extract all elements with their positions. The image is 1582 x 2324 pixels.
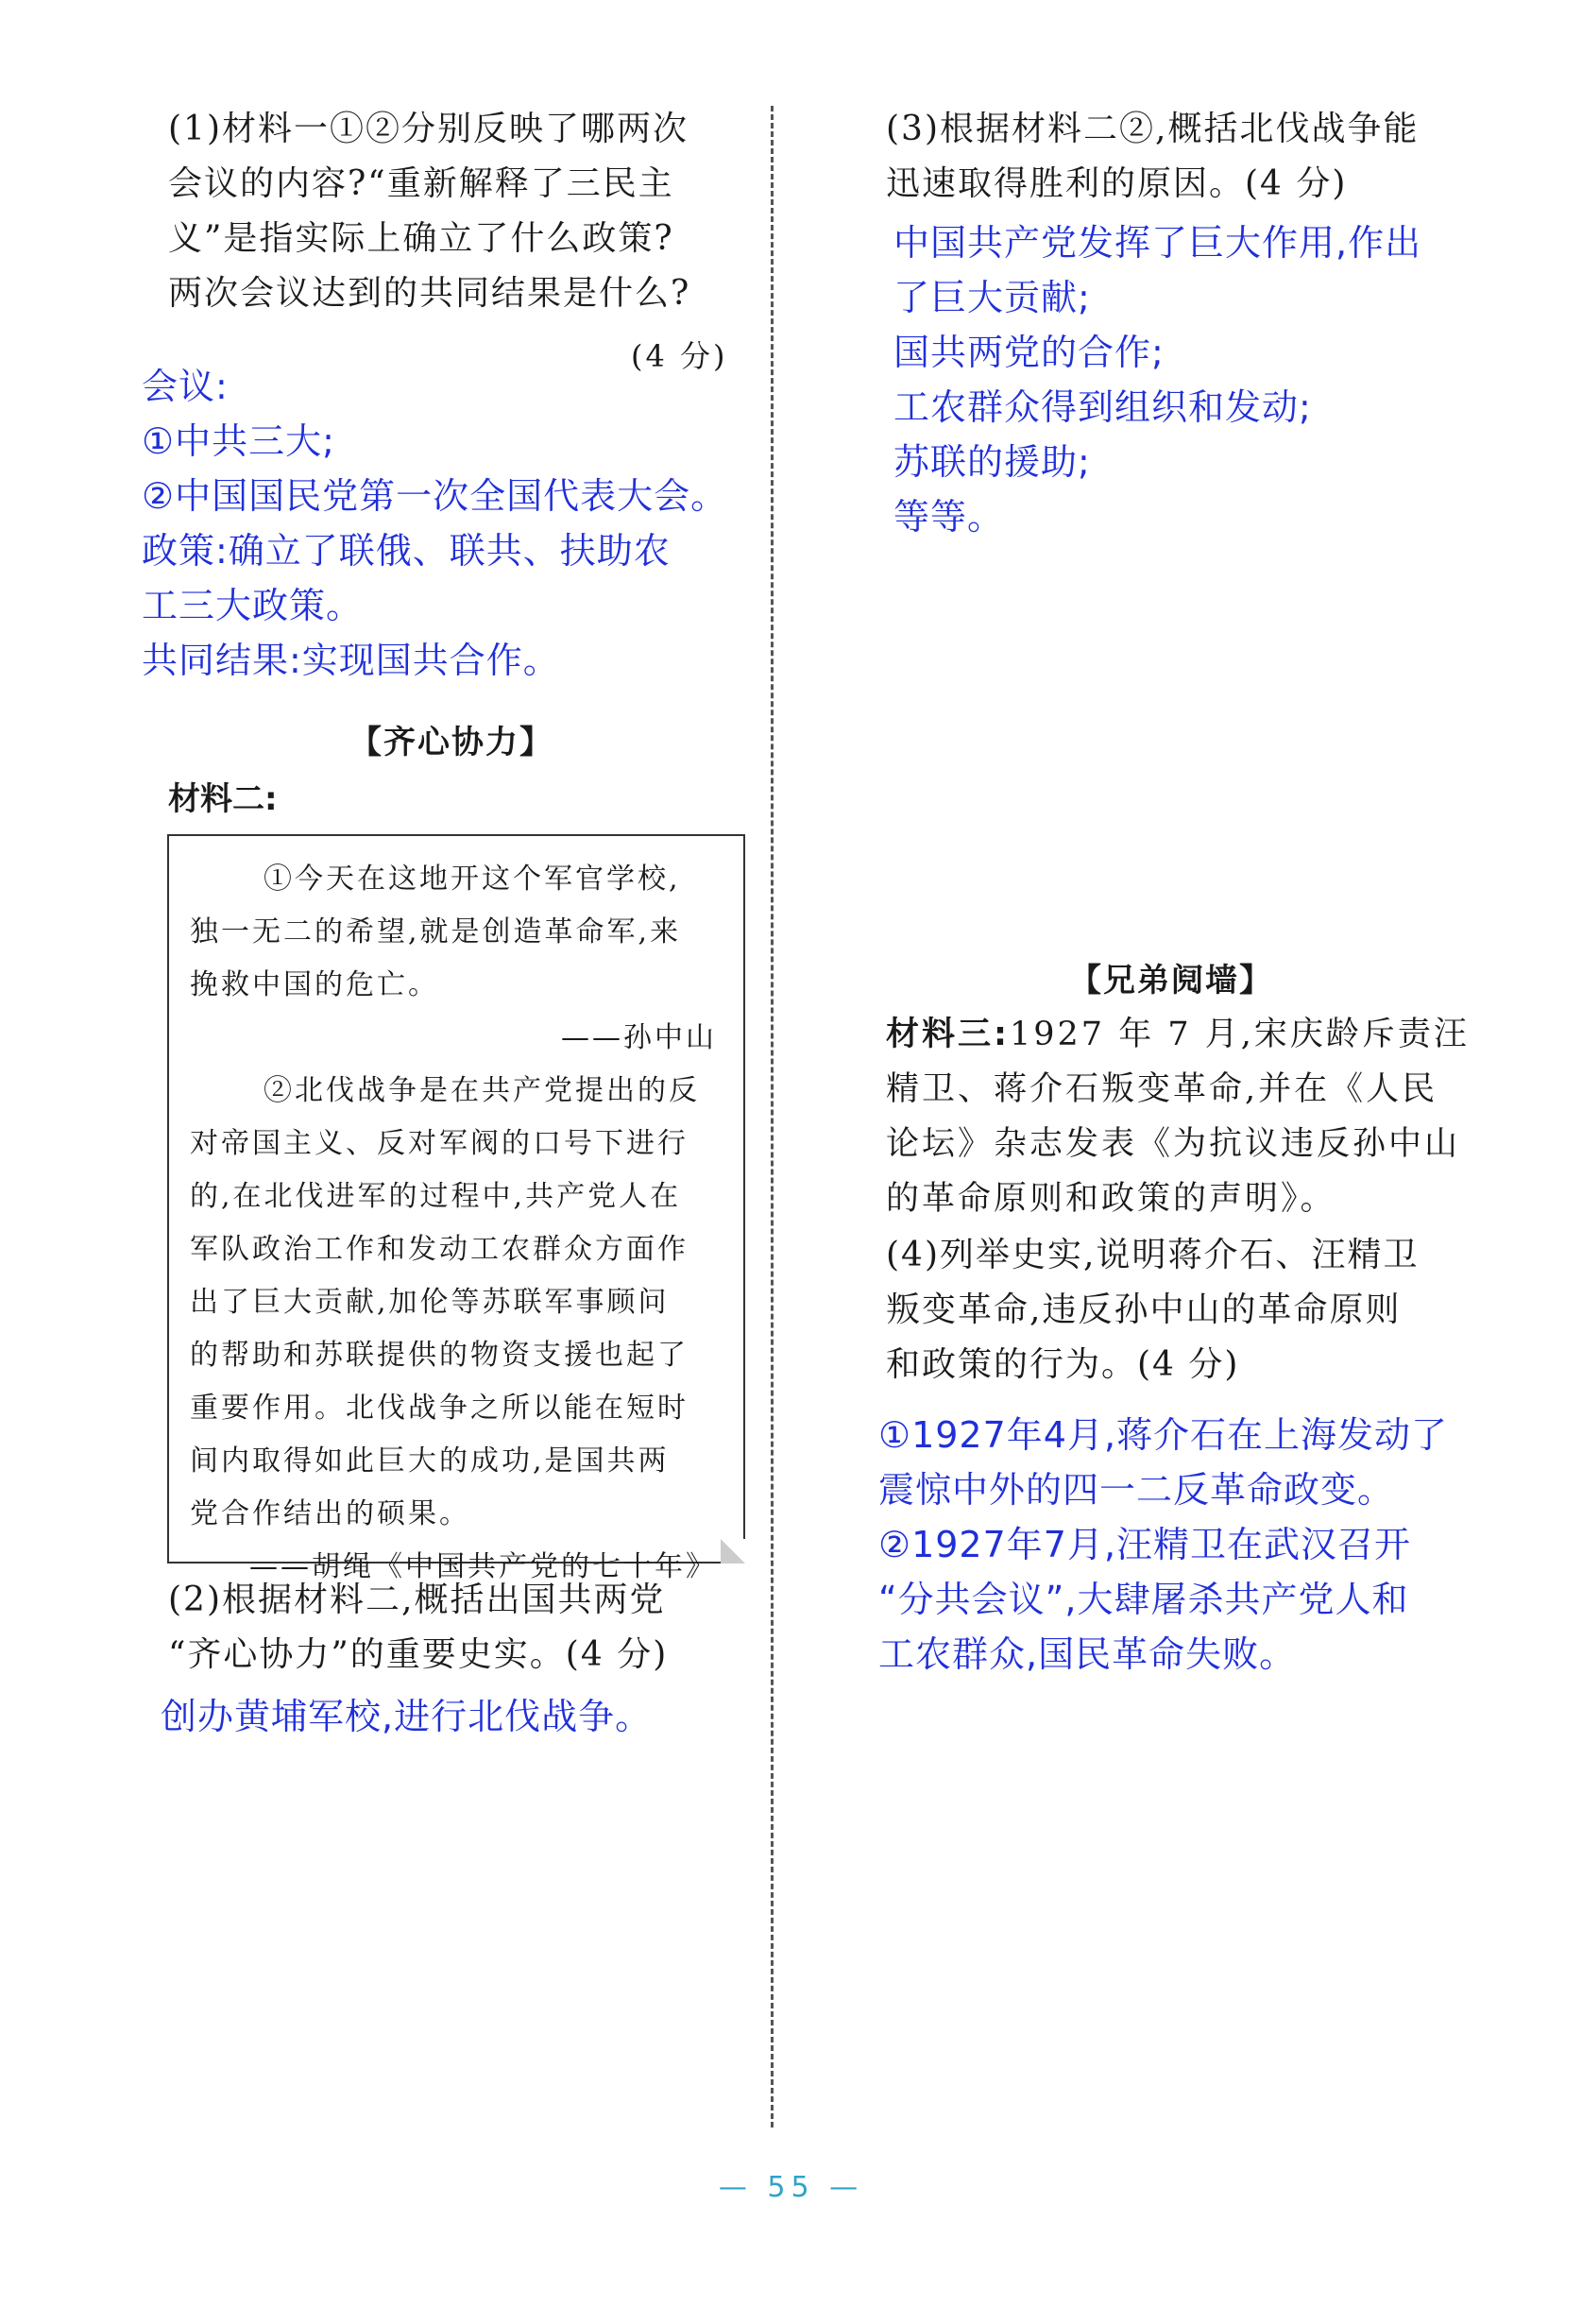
column-divider bbox=[771, 106, 774, 2127]
question-1-score: (4 分) bbox=[631, 338, 728, 374]
answer-1-line: 工三大政策。 bbox=[142, 585, 364, 626]
question-1-line: (1)材料一①②分别反映了哪两次 bbox=[168, 110, 689, 148]
quote-1-attribution: ——孙中山 bbox=[561, 1021, 717, 1054]
answer-1-line: ②中国国民党第一次全国代表大会。 bbox=[142, 475, 728, 517]
quote-2-line: 对帝国主义、反对军阀的口号下进行 bbox=[190, 1127, 689, 1160]
question-3-line: (3)根据材料二②,概括北伐战争能 bbox=[886, 110, 1420, 148]
quote-2-attribution: ——胡绳《中国共产党的七十年》 bbox=[249, 1550, 717, 1583]
question-1-line: 义”是指实际上确立了什么政策? bbox=[168, 219, 674, 258]
question-3 bbox=[886, 102, 1490, 212]
quote-2-line: 军队政治工作和发动工农群众方面作 bbox=[190, 1233, 689, 1266]
page-number: — 55 — bbox=[718, 2171, 864, 2204]
material-3-label: 材料三: bbox=[886, 1016, 1010, 1053]
quote-1-line: ①今天在这地开这个军官学校, bbox=[264, 863, 681, 896]
answer-3-line: 苏联的援助; bbox=[893, 441, 1091, 483]
question-4-line: 叛变革命,违反孙中山的革命原则 bbox=[886, 1290, 1402, 1329]
answer-4-line: ②1927年7月,汪精卫在武汉召开 bbox=[878, 1524, 1412, 1565]
answer-3-line: 工农群众得到组织和发动; bbox=[893, 386, 1312, 428]
answer-4 bbox=[878, 1408, 1488, 1682]
question-1-line: 会议的内容?“重新解释了三民主 bbox=[168, 164, 674, 203]
answer-4-line: “分共会议”,大肆屠杀共产党人和 bbox=[878, 1579, 1409, 1620]
answer-4-line: ①1927年4月,蒋介石在上海发动了 bbox=[878, 1414, 1449, 1456]
answer-1-line: 会议: bbox=[142, 366, 229, 407]
question-2 bbox=[168, 1573, 763, 1683]
answer-4-line: 工农群众,国民革命失败。 bbox=[878, 1633, 1297, 1675]
answer-3-line: 等等。 bbox=[893, 496, 1005, 538]
material-3-text: 1927 年 7 月,宋庆龄斥责汪 bbox=[1010, 1016, 1470, 1053]
material-3-line: 精卫、蒋介石叛变革命,并在《人民 bbox=[886, 1070, 1438, 1108]
quote-2-line: 的帮助和苏联提供的物资支援也起了 bbox=[190, 1339, 689, 1372]
answer-3 bbox=[893, 215, 1488, 544]
material-3-line: 论坛》杂志发表《为抗议违反孙中山 bbox=[886, 1125, 1461, 1163]
answer-2-line: 创办黄埔军校,进行北伐战争。 bbox=[161, 1696, 653, 1737]
page-fold-decoration bbox=[721, 1539, 745, 1564]
answer-1-line: ①中共三大; bbox=[142, 420, 335, 462]
answer-1 bbox=[142, 359, 765, 688]
section-title-qixinxieli: 【齐心协力】 bbox=[349, 724, 553, 761]
answer-1-line: 政策:确立了联俄、联共、扶助农 bbox=[142, 530, 671, 572]
answer-4-line: 震惊中外的四一二反革命政变。 bbox=[878, 1469, 1395, 1511]
question-4-line: (4)列举史实,说明蒋介石、汪精卫 bbox=[886, 1236, 1420, 1274]
quote-1-line: 独一无二的希望,就是创造革命军,来 bbox=[190, 915, 682, 948]
quote-2-line: 出了巨大贡献,加伦等苏联军事顾问 bbox=[190, 1286, 670, 1319]
question-2-line: “齐心协力”的重要史实。(4 分) bbox=[168, 1635, 669, 1674]
material-3 bbox=[886, 1007, 1490, 1226]
quote-2-line: 重要作用。北伐战争之所以能在短时 bbox=[190, 1392, 689, 1425]
material-2-label: 材料二: bbox=[168, 780, 278, 818]
quote-2-line: 党合作结出的硕果。 bbox=[190, 1497, 470, 1530]
question-1-line: 两次会议达到的共同结果是什么? bbox=[168, 274, 691, 313]
question-3-line: 迅速取得胜利的原因。(4 分) bbox=[886, 164, 1348, 203]
question-4 bbox=[886, 1228, 1490, 1393]
answer-3-line: 中国共产党发挥了巨大作用,作出 bbox=[893, 222, 1422, 264]
quote-2-line: ②北伐战争是在共产党提出的反 bbox=[264, 1074, 700, 1107]
question-2-line: (2)根据材料二,概括出国共两党 bbox=[168, 1581, 666, 1619]
answer-1-line: 共同结果:实现国共合作。 bbox=[142, 640, 560, 681]
quote-2-line: 的,在北伐进军的过程中,共产党人在 bbox=[190, 1180, 682, 1213]
answer-2 bbox=[161, 1689, 765, 1744]
question-1 bbox=[168, 102, 763, 321]
material-2-quote-box bbox=[167, 834, 745, 1583]
answer-3-line: 国共两党的合作; bbox=[893, 332, 1165, 373]
material-3-first-line bbox=[886, 1007, 1490, 1062]
quote-1-line: 挽救中国的危亡。 bbox=[190, 968, 439, 1001]
question-4-line: 和政策的行为。(4 分) bbox=[886, 1345, 1240, 1384]
section-title-xiongdixiqiang: 【兄弟阋墙】 bbox=[1069, 962, 1273, 1000]
quote-2-line: 间内取得如此巨大的成功,是国共两 bbox=[190, 1444, 670, 1478]
material-3-line: 的革命原则和政策的声明》。 bbox=[886, 1180, 1336, 1218]
answer-3-line: 了巨大贡献; bbox=[893, 277, 1091, 318]
